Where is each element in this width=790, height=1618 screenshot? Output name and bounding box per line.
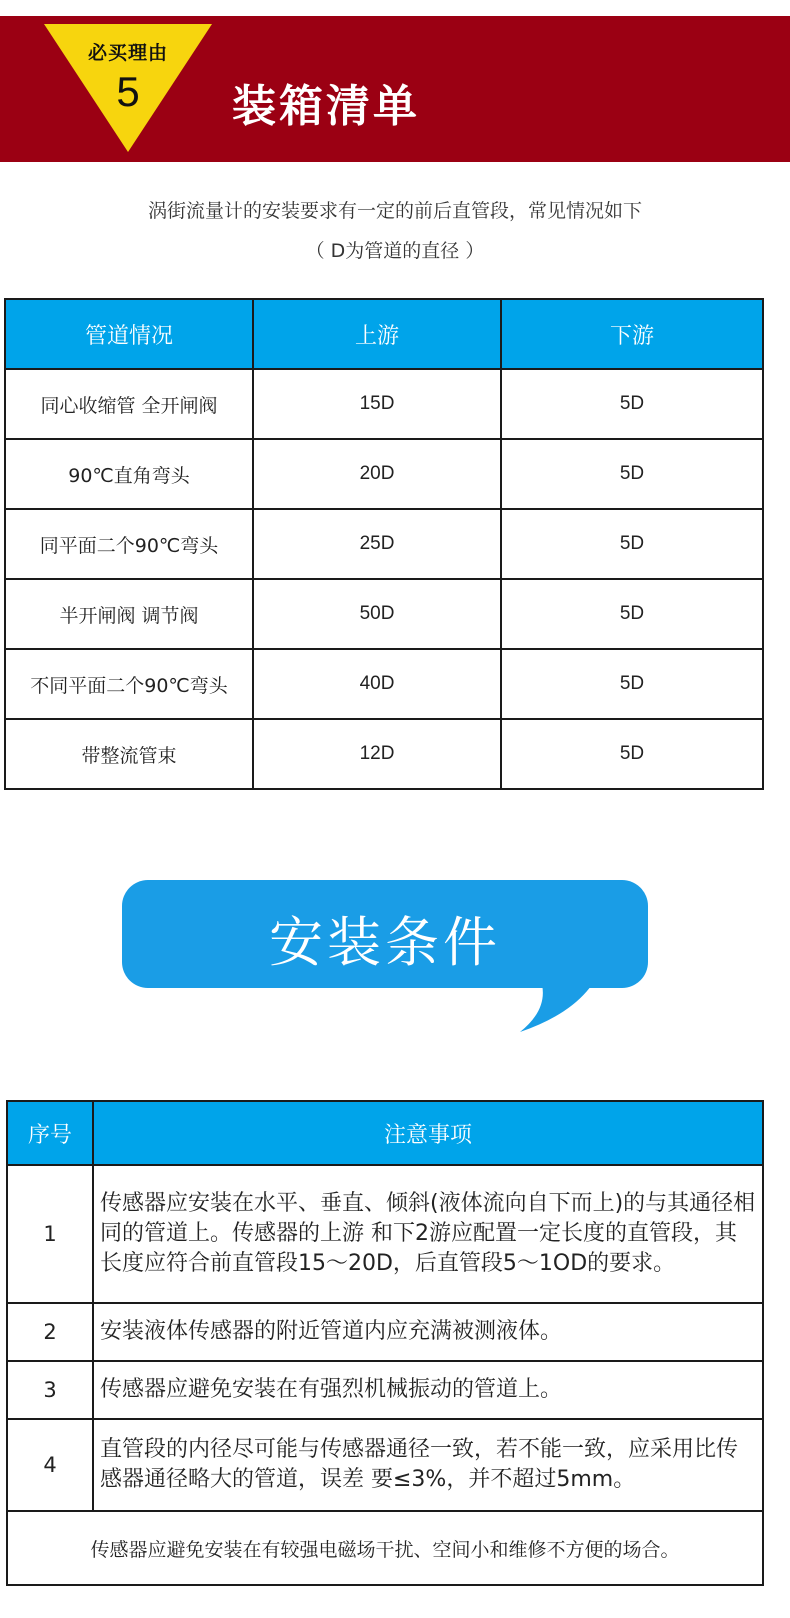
row-index: 3 — [7, 1361, 93, 1419]
cell-upstream: 40D — [253, 649, 501, 719]
table-row — [7, 1361, 763, 1419]
table-row — [5, 579, 763, 649]
intro-note: （ D为管道的直径 ） — [305, 240, 485, 262]
cell-downstream: 5D — [501, 509, 763, 579]
table-row — [5, 439, 763, 509]
footer-note: 传感器应避免安装在有较强电磁场干扰、空间小和维修不方便的场合。 — [7, 1511, 763, 1585]
cell-downstream: 5D — [501, 719, 763, 789]
row-index: 4 — [7, 1419, 93, 1511]
cell-downstream: 5D — [501, 579, 763, 649]
cell-condition: 半开闸阀 调节阀 — [5, 579, 253, 649]
badge-number: 5 — [116, 68, 140, 115]
cell-condition: 同心收缩管 全开闸阀 — [5, 369, 253, 439]
table-row — [5, 369, 763, 439]
cell-downstream: 5D — [501, 439, 763, 509]
cell-condition: 同平面二个90℃弯头 — [5, 509, 253, 579]
installation-notes-table — [6, 1100, 764, 1586]
header-condition: 管道情况 — [5, 299, 253, 369]
table-row — [5, 719, 763, 789]
cell-condition: 不同平面二个90℃弯头 — [5, 649, 253, 719]
table-row — [7, 1165, 763, 1303]
cell-condition: 带整流管束 — [5, 719, 253, 789]
row-note: 传感器应避免安装在有强烈机械振动的管道上。 — [93, 1361, 763, 1419]
cell-downstream: 5D — [501, 369, 763, 439]
table-row — [7, 1419, 763, 1511]
table-header-row — [5, 299, 763, 369]
cell-condition: 90℃直角弯头 — [5, 439, 253, 509]
cell-upstream: 25D — [253, 509, 501, 579]
cell-downstream: 5D — [501, 649, 763, 719]
table-footer-row — [7, 1511, 763, 1585]
section-title: 安装条件 — [269, 911, 501, 974]
table-header-row — [7, 1101, 763, 1165]
badge-label: 必买理由 — [87, 42, 168, 64]
row-index: 1 — [7, 1165, 93, 1303]
table-row — [5, 649, 763, 719]
row-note: 直管段的内径尽可能与传感器通径一致，若不能一致，应采用比传感器通径略大的管道，误差 要≤3%，并不超过5mm。 — [93, 1419, 763, 1511]
cell-upstream: 12D — [253, 719, 501, 789]
row-note: 传感器应安装在水平、垂直、倾斜(液体流向自下而上)的与其通径相同的管道上。传感器的上游 和下2游应配置一定长度的直管段，其长度应符合前直管段15～20D，后直管段5～1OD的要求。 — [93, 1165, 763, 1303]
banner-title: 装箱清单 — [232, 81, 420, 132]
table-row — [5, 509, 763, 579]
pipe-requirements-table — [4, 298, 764, 790]
section-heading-bubble — [122, 880, 648, 988]
header-upstream: 上游 — [253, 299, 501, 369]
header-index: 序号 — [7, 1101, 93, 1165]
cell-upstream: 50D — [253, 579, 501, 649]
row-note: 安装液体传感器的附近管道内应充满被测液体。 — [93, 1303, 763, 1361]
intro-text: 涡街流量计的安装要求有一定的前后直管段，常见情况如下 — [147, 200, 642, 222]
cell-upstream: 15D — [253, 369, 501, 439]
header-notes: 注意事项 — [93, 1101, 763, 1165]
cell-upstream: 20D — [253, 439, 501, 509]
header-downstream: 下游 — [501, 299, 763, 369]
table-row — [7, 1303, 763, 1361]
row-index: 2 — [7, 1303, 93, 1361]
